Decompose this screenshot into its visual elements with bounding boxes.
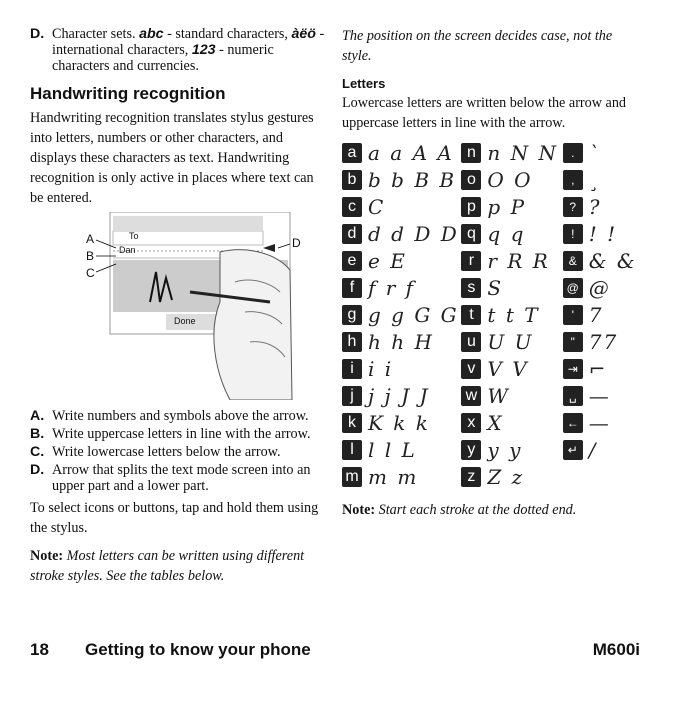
glyph-strokes-cell bbox=[362, 382, 461, 409]
handwriting-body: Handwriting recognition translates stylus gestures into letters, numbers or other characters, and displays these characters as text. Handwriting recognition is only active in places where text can be entered. bbox=[30, 110, 314, 206]
glyph-strokes: h h H bbox=[368, 329, 434, 354]
page-number: 18 bbox=[30, 640, 49, 659]
glyph-table bbox=[342, 139, 642, 490]
glyph-key: u bbox=[461, 332, 481, 352]
glyph-key-cell bbox=[342, 436, 362, 463]
glyph-strokes-cell bbox=[481, 247, 562, 274]
glyph-strokes-cell bbox=[362, 274, 461, 301]
legend-item bbox=[30, 426, 326, 442]
glyph-key: l bbox=[342, 440, 362, 460]
glyph-strokes: V V bbox=[487, 356, 529, 381]
glyph-key: v bbox=[461, 359, 481, 379]
glyph-key: ← bbox=[563, 413, 583, 433]
glyph-strokes-cell bbox=[362, 436, 461, 463]
glyph-row bbox=[342, 328, 642, 355]
glyph-strokes: X bbox=[487, 410, 504, 435]
left-note bbox=[30, 546, 326, 586]
glyph-key-cell bbox=[342, 301, 362, 328]
legend-item bbox=[30, 444, 326, 460]
handwriting-figure bbox=[30, 212, 326, 400]
select-text: To select icons or buttons, tap and hold them using the stylus. bbox=[30, 500, 319, 536]
glyph-strokes-cell bbox=[583, 139, 642, 166]
glyph-key: s bbox=[461, 278, 481, 298]
glyph-key-cell bbox=[342, 274, 362, 301]
num-set: 123 bbox=[191, 42, 216, 58]
glyph-strokes-cell bbox=[481, 166, 562, 193]
glyph-row bbox=[342, 220, 642, 247]
glyph-strokes-cell bbox=[362, 247, 461, 274]
glyph-key-cell bbox=[461, 274, 481, 301]
glyph-key-cell bbox=[342, 193, 362, 220]
glyph-strokes: U U bbox=[487, 329, 534, 354]
char-sets-item bbox=[30, 26, 326, 74]
glyph-key: " bbox=[563, 332, 583, 352]
glyph-strokes: ` bbox=[588, 140, 601, 165]
right-note bbox=[342, 500, 642, 520]
glyph-strokes-cell bbox=[362, 328, 461, 355]
glyph-key: ! bbox=[563, 224, 583, 244]
glyph-key: e bbox=[342, 251, 362, 271]
glyph-strokes-cell bbox=[481, 436, 562, 463]
glyph-key-cell bbox=[342, 139, 362, 166]
glyph-row bbox=[342, 436, 642, 463]
glyph-row bbox=[342, 409, 642, 436]
glyph-key-cell bbox=[563, 166, 583, 193]
glyph-strokes-cell bbox=[362, 139, 461, 166]
glyph-key: j bbox=[342, 386, 362, 406]
glyph-strokes: m m bbox=[368, 464, 419, 489]
glyph-strokes bbox=[583, 465, 589, 489]
glyph-key: q bbox=[461, 224, 481, 244]
glyph-key-cell bbox=[563, 274, 583, 301]
glyph-key: o bbox=[461, 170, 481, 190]
glyph-key-cell bbox=[563, 247, 583, 274]
glyph-key-cell bbox=[563, 436, 583, 463]
glyph-strokes: W bbox=[487, 383, 510, 408]
glyph-strokes-cell bbox=[362, 220, 461, 247]
glyph-strokes: C bbox=[368, 194, 386, 219]
glyph-strokes-cell bbox=[481, 301, 562, 328]
glyph-strokes-cell bbox=[481, 220, 562, 247]
glyph-key-cell bbox=[461, 409, 481, 436]
glyph-strokes: K k k bbox=[368, 410, 430, 435]
glyph-strokes: r R R bbox=[487, 248, 550, 273]
glyph-key: ' bbox=[563, 305, 583, 325]
abc-desc: - standard characters, bbox=[163, 26, 292, 42]
glyph-strokes: q q bbox=[487, 221, 526, 246]
done-button[interactable]: Done bbox=[174, 316, 196, 326]
callout-b: B bbox=[86, 249, 95, 263]
glyph-strokes: f r f bbox=[368, 275, 416, 300]
glyph-strokes-cell bbox=[362, 355, 461, 382]
glyph-strokes: O O bbox=[487, 167, 533, 192]
glyph-strokes-cell bbox=[362, 463, 461, 490]
glyph-strokes: d d D D bbox=[368, 221, 459, 246]
glyph-strokes-cell bbox=[481, 382, 562, 409]
glyph-key: ⇥ bbox=[563, 359, 583, 379]
glyph-row bbox=[342, 274, 642, 301]
glyph-row bbox=[342, 355, 642, 382]
glyph-strokes: y y bbox=[487, 437, 523, 462]
legend-text: Write uppercase letters in line with the arrow. bbox=[52, 426, 311, 442]
glyph-strokes-cell bbox=[481, 139, 562, 166]
glyph-strokes-cell bbox=[362, 301, 461, 328]
glyph-row bbox=[342, 301, 642, 328]
legend-list bbox=[30, 408, 326, 494]
glyph-key-cell bbox=[461, 139, 481, 166]
glyph-key: ? bbox=[563, 197, 583, 217]
glyph-strokes-cell bbox=[583, 382, 642, 409]
legend-label: A. bbox=[30, 408, 45, 424]
glyph-key: p bbox=[461, 197, 481, 217]
glyph-strokes: 7 bbox=[588, 302, 604, 327]
note-label: Note: bbox=[342, 502, 376, 518]
glyph-strokes-cell bbox=[481, 274, 562, 301]
glyph-key-cell bbox=[563, 409, 583, 436]
model-name: M600i bbox=[592, 640, 640, 659]
glyph-key: ↵ bbox=[563, 440, 583, 460]
glyph-key-cell bbox=[563, 193, 583, 220]
glyph-strokes: — bbox=[588, 410, 611, 435]
glyph-strokes: S bbox=[487, 275, 504, 300]
glyph-strokes-cell bbox=[362, 166, 461, 193]
glyph-strokes-cell bbox=[583, 247, 642, 274]
glyph-strokes-cell bbox=[583, 328, 642, 355]
glyph-key-cell bbox=[461, 193, 481, 220]
glyph-row bbox=[342, 139, 642, 166]
glyph-key-cell bbox=[461, 382, 481, 409]
glyph-strokes-cell bbox=[583, 463, 642, 490]
left-column bbox=[30, 26, 326, 586]
glyph-key-cell bbox=[563, 382, 583, 409]
char-sets-prefix: Character sets. bbox=[52, 26, 140, 42]
glyph-strokes: b b B B bbox=[368, 167, 457, 192]
glyph-row bbox=[342, 247, 642, 274]
to-field-label: To bbox=[129, 231, 139, 241]
glyph-key: . bbox=[563, 143, 583, 163]
intl-set: àëö bbox=[291, 26, 316, 42]
glyph-strokes: n N N bbox=[487, 140, 559, 165]
glyph-strokes: ¸ bbox=[588, 167, 601, 192]
glyph-strokes: g g G G bbox=[368, 302, 459, 327]
glyph-strokes: i i bbox=[368, 356, 394, 381]
legend-text: Arrow that splits the text mode screen into an upper part and a lower part. bbox=[52, 462, 311, 494]
glyph-key-cell bbox=[342, 409, 362, 436]
glyph-row bbox=[342, 193, 642, 220]
glyph-strokes: ⌐ bbox=[588, 356, 608, 381]
letters-heading: Letters bbox=[342, 76, 386, 91]
glyph-key-cell bbox=[563, 355, 583, 382]
legend-text: Write lowercase letters below the arrow. bbox=[52, 444, 281, 460]
item-label: D. bbox=[30, 26, 45, 42]
callout-c: C bbox=[86, 266, 95, 280]
glyph-key: w bbox=[461, 386, 481, 406]
glyph-strokes: p P bbox=[487, 194, 527, 219]
glyph-strokes: ? bbox=[588, 194, 602, 219]
glyph-key-cell bbox=[342, 382, 362, 409]
glyph-key-cell bbox=[563, 328, 583, 355]
glyph-key-cell bbox=[342, 247, 362, 274]
glyph-key: ␣ bbox=[563, 386, 583, 406]
item-text bbox=[52, 26, 326, 74]
glyph-key: c bbox=[342, 197, 362, 217]
glyph-strokes: e E bbox=[368, 248, 407, 273]
glyph-key-cell bbox=[342, 166, 362, 193]
glyph-key-cell bbox=[461, 166, 481, 193]
legend-label: B. bbox=[30, 426, 45, 442]
glyph-key-cell bbox=[563, 301, 583, 328]
legend-label: D. bbox=[30, 462, 45, 478]
glyph-key-cell bbox=[563, 139, 583, 166]
legend-text: Write numbers and symbols above the arrow. bbox=[52, 408, 309, 424]
glyph-key-cell bbox=[461, 220, 481, 247]
glyph-key: d bbox=[342, 224, 362, 244]
glyph-key-cell bbox=[563, 463, 583, 490]
glyph-key: k bbox=[342, 413, 362, 433]
glyph-strokes: & & bbox=[588, 248, 637, 273]
glyph-strokes: @ bbox=[588, 275, 611, 300]
glyph-key-cell bbox=[461, 247, 481, 274]
glyph-key: g bbox=[342, 305, 362, 325]
glyph-key: a bbox=[342, 143, 362, 163]
num-desc: - numeric characters and currencies. bbox=[52, 42, 274, 74]
glyph-strokes: 77 bbox=[588, 329, 619, 354]
glyph-strokes-cell bbox=[481, 355, 562, 382]
section-title: Handwriting recognition bbox=[30, 84, 226, 103]
glyph-key: @ bbox=[563, 278, 583, 298]
glyph-key: & bbox=[563, 251, 583, 271]
note-text: Start each stroke at the dotted end. bbox=[378, 502, 577, 518]
glyph-strokes-cell bbox=[481, 328, 562, 355]
glyph-strokes: — bbox=[588, 383, 611, 408]
glyph-strokes: t t T bbox=[487, 302, 540, 327]
glyph-key: z bbox=[461, 467, 481, 487]
glyph-strokes: a a A A bbox=[368, 140, 454, 165]
note-label: Note: bbox=[30, 548, 64, 564]
glyph-key-cell bbox=[461, 301, 481, 328]
glyph-key: y bbox=[461, 440, 481, 460]
glyph-key-cell bbox=[461, 355, 481, 382]
glyph-strokes-cell bbox=[583, 436, 642, 463]
intl-desc: - international characters, bbox=[52, 26, 325, 58]
callout-d: D bbox=[292, 236, 301, 250]
glyph-strokes-cell bbox=[481, 409, 562, 436]
glyph-key-cell bbox=[342, 355, 362, 382]
glyph-key: h bbox=[342, 332, 362, 352]
case-intro: The position on the screen decides case, not the style. bbox=[342, 28, 613, 64]
glyph-row bbox=[342, 382, 642, 409]
glyph-key-cell bbox=[461, 436, 481, 463]
glyph-key: x bbox=[461, 413, 481, 433]
glyph-strokes-cell bbox=[362, 193, 461, 220]
glyph-strokes: / bbox=[588, 437, 598, 462]
glyph-strokes: l l L bbox=[368, 437, 417, 462]
legend-item bbox=[30, 408, 326, 424]
glyph-strokes-cell bbox=[583, 301, 642, 328]
legend-item bbox=[30, 462, 326, 494]
glyph-strokes-cell bbox=[583, 409, 642, 436]
glyph-key: n bbox=[461, 143, 481, 163]
glyph-strokes-cell bbox=[583, 274, 642, 301]
glyph-row bbox=[342, 463, 642, 490]
letters-body: Lowercase letters are written below the arrow and uppercase letters in line with the arrow. bbox=[342, 95, 627, 131]
glyph-key: t bbox=[461, 305, 481, 325]
glyph-key-cell bbox=[342, 220, 362, 247]
glyph-strokes-cell bbox=[583, 220, 642, 247]
legend-label: C. bbox=[30, 444, 45, 460]
glyph-strokes-cell bbox=[481, 193, 562, 220]
glyph-strokes-cell bbox=[583, 166, 642, 193]
glyph-key: m bbox=[342, 467, 362, 487]
glyph-key: r bbox=[461, 251, 481, 271]
glyph-row bbox=[342, 166, 642, 193]
glyph-key: f bbox=[342, 278, 362, 298]
callout-a: A bbox=[86, 232, 95, 246]
glyph-strokes: ! ! bbox=[588, 221, 618, 246]
glyph-key-cell bbox=[563, 220, 583, 247]
glyph-key-cell bbox=[461, 328, 481, 355]
to-field-value: Dan bbox=[119, 245, 136, 255]
glyph-strokes: Z z bbox=[487, 464, 525, 489]
glyph-key: b bbox=[342, 170, 362, 190]
phone-screen-illustration bbox=[30, 212, 326, 400]
glyph-key: i bbox=[342, 359, 362, 379]
note-text: Most letters can be written using different stroke styles. See the tables below. bbox=[30, 548, 305, 584]
glyph-strokes: j j J J bbox=[368, 383, 430, 408]
glyph-strokes-cell bbox=[583, 193, 642, 220]
chapter-title: Getting to know your phone bbox=[85, 640, 311, 659]
glyph-key-cell bbox=[461, 463, 481, 490]
glyph-strokes-cell bbox=[583, 355, 642, 382]
glyph-strokes-cell bbox=[481, 463, 562, 490]
abc-set: abc bbox=[139, 26, 164, 42]
glyph-key-cell bbox=[342, 328, 362, 355]
glyph-strokes-cell bbox=[362, 409, 461, 436]
right-column bbox=[342, 26, 642, 520]
glyph-key-cell bbox=[342, 463, 362, 490]
glyph-key: , bbox=[563, 170, 583, 190]
